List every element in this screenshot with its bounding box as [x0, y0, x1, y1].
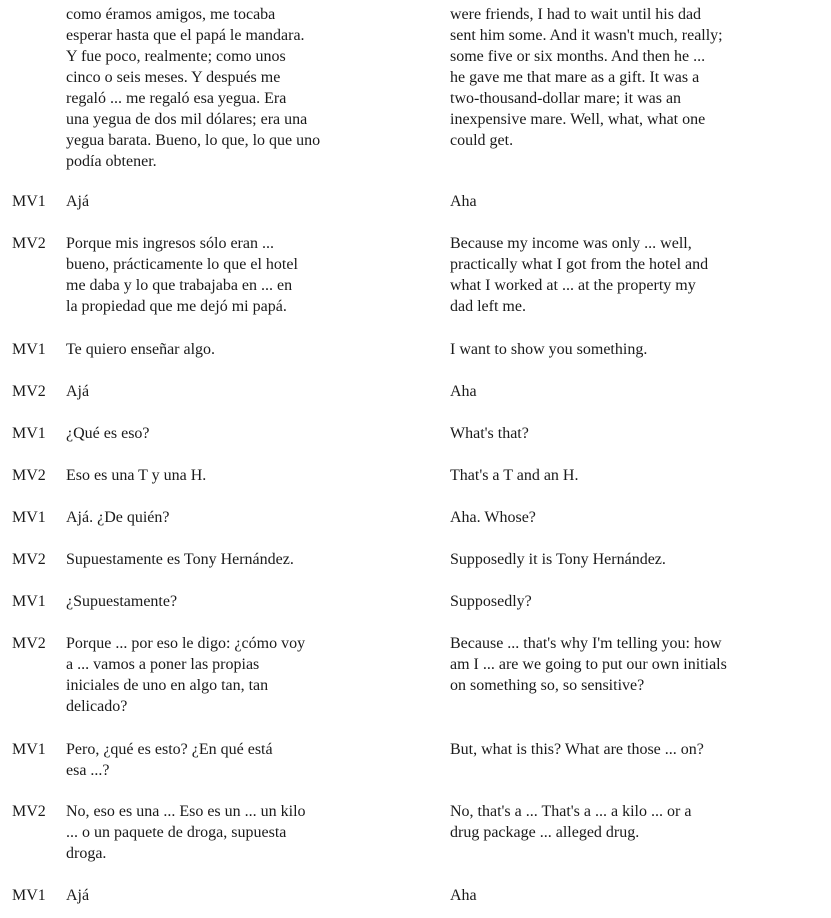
spanish-text [66, 233, 366, 317]
english-line: Because ... that's why I'm telling you: how [450, 635, 722, 652]
english-line: dad left me. [450, 298, 526, 315]
english-line: practically what I got from the hotel and [450, 256, 709, 273]
spanish-line: podía obtener. [66, 153, 157, 170]
spanish-text [66, 4, 366, 172]
speaker-label: MV1 [12, 741, 46, 758]
spanish-line: iniciales de uno en algo tan, tan [66, 677, 269, 694]
spanish-line: droga. [66, 845, 107, 862]
speaker-label: MV1 [12, 193, 46, 210]
english-line: Aha [450, 193, 477, 210]
english-text [450, 4, 780, 151]
english-text [450, 633, 780, 696]
english-text [450, 191, 780, 212]
english-line: No, that's a ... That's a ... a kilo ... or a [450, 803, 692, 820]
english-line: he gave me that mare as a gift. It was a [450, 69, 700, 86]
spanish-line: Y fue poco, realmente; como unos [66, 48, 286, 65]
spanish-line: Ajá [66, 887, 90, 904]
english-text [450, 801, 780, 843]
english-line: Because my income was only ... well, [450, 235, 692, 252]
spanish-text [66, 507, 366, 528]
spanish-line: Porque ... por eso le digo: ¿cómo voy [66, 635, 306, 652]
spanish-text [66, 339, 366, 360]
spanish-line: Supuestamente es Tony Hernández. [66, 551, 294, 568]
spanish-line: una yegua de dos mil dólares; era una [66, 111, 308, 128]
english-line: some five or six months. And then he ... [450, 48, 706, 65]
english-line: could get. [450, 132, 514, 149]
spanish-line: Ajá [66, 383, 90, 400]
spanish-text [66, 801, 366, 864]
english-text [450, 381, 780, 402]
english-line: were friends, I had to wait until his dad [450, 6, 702, 23]
speaker-label: MV2 [12, 467, 46, 484]
english-line: Aha [450, 887, 477, 904]
speaker-label: MV2 [12, 635, 46, 652]
spanish-line: ... o un paquete de droga, supuesta [66, 824, 287, 841]
english-line: drug package ... alleged drug. [450, 824, 640, 841]
english-line: That's a T and an H. [450, 467, 579, 484]
spanish-line: a ... vamos a poner las propias [66, 656, 260, 673]
spanish-text [66, 191, 366, 212]
spanish-text [66, 549, 366, 570]
spanish-line: regaló ... me regaló esa yegua. Era [66, 90, 287, 107]
spanish-line: ¿Qué es eso? [66, 425, 150, 442]
english-line: what I worked at ... at the property my [450, 277, 696, 294]
english-line: Aha. Whose? [450, 509, 536, 526]
spanish-line: la propiedad que me dejó mi papá. [66, 298, 287, 315]
english-text [450, 739, 780, 760]
speaker-label: MV1 [12, 509, 46, 526]
spanish-line: bueno, prácticamente lo que el hotel [66, 256, 298, 273]
spanish-line: me daba y lo que trabajaba en ... en [66, 277, 293, 294]
english-text [450, 591, 780, 612]
english-line: am I ... are we going to put our own initials [450, 656, 727, 673]
spanish-line: yegua barata. Bueno, lo que, lo que uno [66, 132, 321, 149]
speaker-label: MV2 [12, 383, 46, 400]
speaker-label: MV2 [12, 235, 46, 252]
spanish-text [66, 423, 366, 444]
english-line: Aha [450, 383, 477, 400]
english-text [450, 885, 780, 906]
english-line: But, what is this? What are those ... on? [450, 741, 704, 758]
spanish-text [66, 465, 366, 486]
spanish-line: Ajá. ¿De quién? [66, 509, 170, 526]
speaker-label: MV1 [12, 593, 46, 610]
speaker-label: MV1 [12, 341, 46, 358]
spanish-line: ¿Supuestamente? [66, 593, 178, 610]
speaker-label: MV1 [12, 887, 46, 904]
spanish-line: esa ...? [66, 762, 110, 779]
spanish-line: Porque mis ingresos sólo eran ... [66, 235, 274, 252]
speaker-label: MV1 [12, 425, 46, 442]
spanish-text [66, 591, 366, 612]
english-line: on something so, so sensitive? [450, 677, 645, 694]
spanish-text [66, 633, 366, 717]
english-line: sent him some. And it wasn't much, really; [450, 27, 723, 44]
spanish-line: No, eso es una ... Eso es un ... un kilo [66, 803, 306, 820]
english-line: inexpensive mare. Well, what, what one [450, 111, 706, 128]
spanish-line: como éramos amigos, me tocaba [66, 6, 276, 23]
spanish-text [66, 739, 366, 781]
english-text [450, 465, 780, 486]
speaker-label: MV2 [12, 551, 46, 568]
spanish-line: Eso es una T y una H. [66, 467, 207, 484]
spanish-line: cinco o seis meses. Y después me [66, 69, 281, 86]
speaker-label: MV2 [12, 803, 46, 820]
spanish-text [66, 381, 366, 402]
english-text [450, 423, 780, 444]
spanish-line: Ajá [66, 193, 90, 210]
english-text [450, 339, 780, 360]
spanish-line: delicado? [66, 698, 128, 715]
english-text [450, 233, 780, 317]
english-line: I want to show you something. [450, 341, 648, 358]
english-text [450, 507, 780, 528]
spanish-line: esperar hasta que el papá le mandara. [66, 27, 305, 44]
spanish-line: Pero, ¿qué es esto? ¿En qué está [66, 741, 273, 758]
spanish-line: Te quiero enseñar algo. [66, 341, 216, 358]
english-text [450, 549, 780, 570]
english-line: two-thousand-dollar mare; it was an [450, 90, 682, 107]
english-line: Supposedly it is Tony Hernández. [450, 551, 666, 568]
spanish-text [66, 885, 366, 906]
english-line: What's that? [450, 425, 529, 442]
english-line: Supposedly? [450, 593, 532, 610]
